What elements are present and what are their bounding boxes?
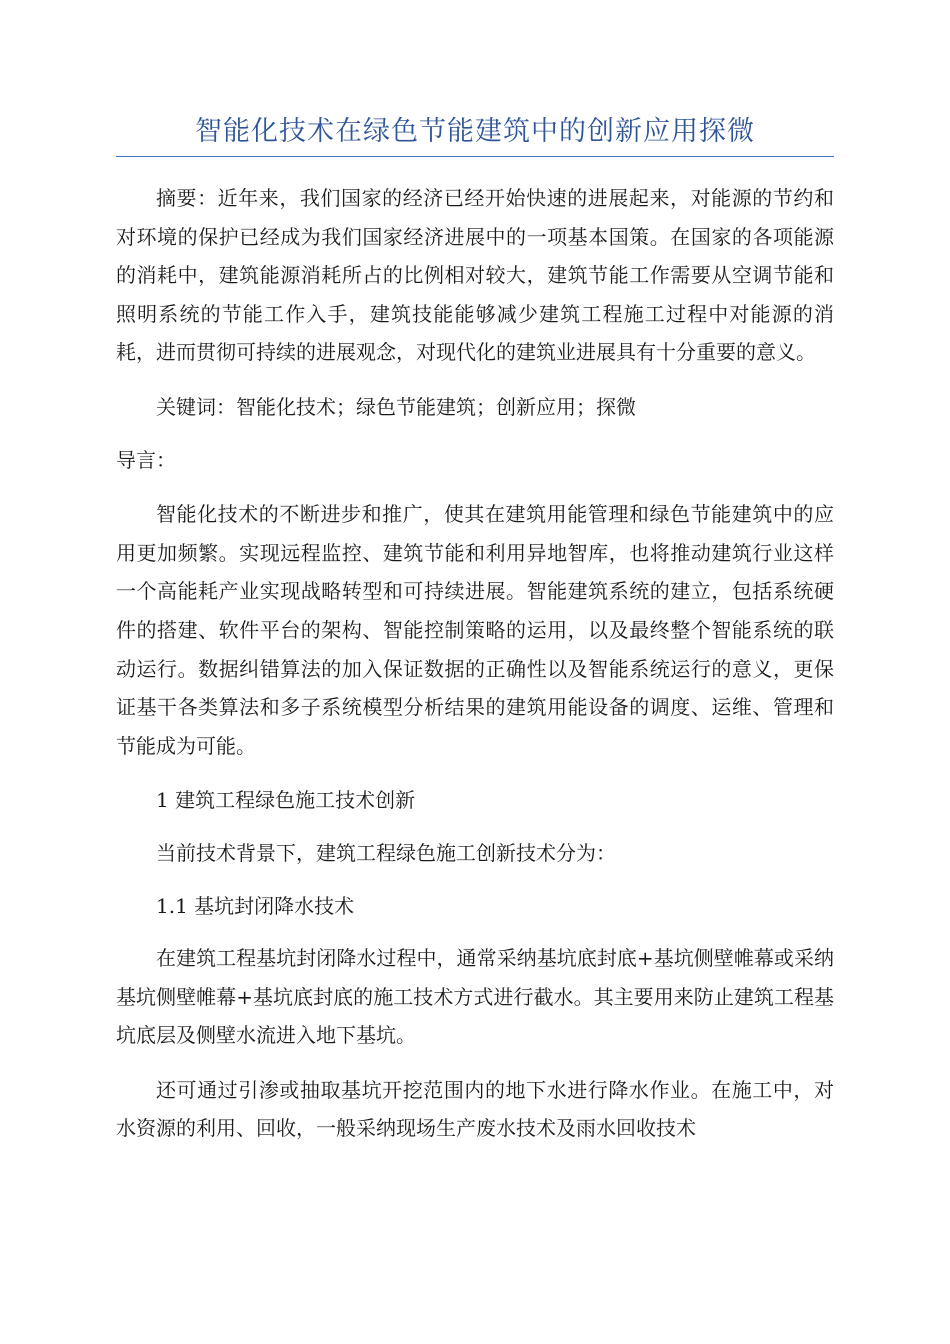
- document-title: 智能化技术在绿色节能建筑中的创新应用探微: [195, 116, 755, 147]
- document-page: [116, 110, 834, 1148]
- keywords-paragraph: 关键词：智能化技术；绿色节能建筑；创新应用；探微: [156, 394, 636, 419]
- intro-heading: 导言：: [116, 447, 176, 472]
- section-1-intro: 当前技术背景下，建筑工程绿色施工创新技术分为：: [156, 840, 616, 865]
- intro-paragraph: 智能化技术的不断进步和推广，使其在建筑用能管理和绿色节能建筑中的应用更加频繁。实现远程监控、建筑节能和利用异地智库，也将推动建筑行业这样一个高能耗产业实现战略转型和可持续进展。智能建筑系统的建立，包括系统硬件的搭建、软件平台的架构、智能控制策略的运用，以及最终整个智能系统的联动运行。数据纠错算法的加入保证数据的正确性以及智能系统运行的意义，更保证基干各类算法和多子系统模型分析结果的建筑用能设备的调度、运维、管理和节能成为可能。: [116, 502, 834, 758]
- title-underline: [116, 156, 834, 157]
- section-1-1-paragraph-1: 在建筑工程基坑封闭降水过程中，通常采纳基坑底封底+基坑侧壁帷幕或采纳基坑侧壁帷幕+基坑底封底的施工技术方式进行截水。其主要用来防止建筑工程基坑底层及侧壁水流进入地下基坑。: [116, 946, 834, 1048]
- section-1-1-paragraph-2: 还可通过引渗或抽取基坑开挖范围内的地下水进行降水作业。在施工中，对水资源的利用、回收，一般采纳现场生产废水技术及雨水回收技术: [116, 1077, 834, 1141]
- abstract-paragraph: 摘要：近年来，我们国家的经济已经开始快速的进展起来，对能源的节约和对环境的保护已经成为我们国家经济进展中的一项基本国策。在国家的各项能源的消耗中，建筑能源消耗所占的比例相对较大，建筑节能工作需要从空调节能和照明系统的节能工作入手，建筑技能能够减少建筑工程施工过程中对能源的消耗，进而贯彻可持续的进展观念，对现代化的建筑业进展具有十分重要的意义。: [116, 186, 834, 365]
- section-1-heading: 1 建筑工程绿色施工技术创新: [156, 788, 416, 813]
- section-1-1-heading: 1.1 基坑封闭降水技术: [156, 893, 355, 918]
